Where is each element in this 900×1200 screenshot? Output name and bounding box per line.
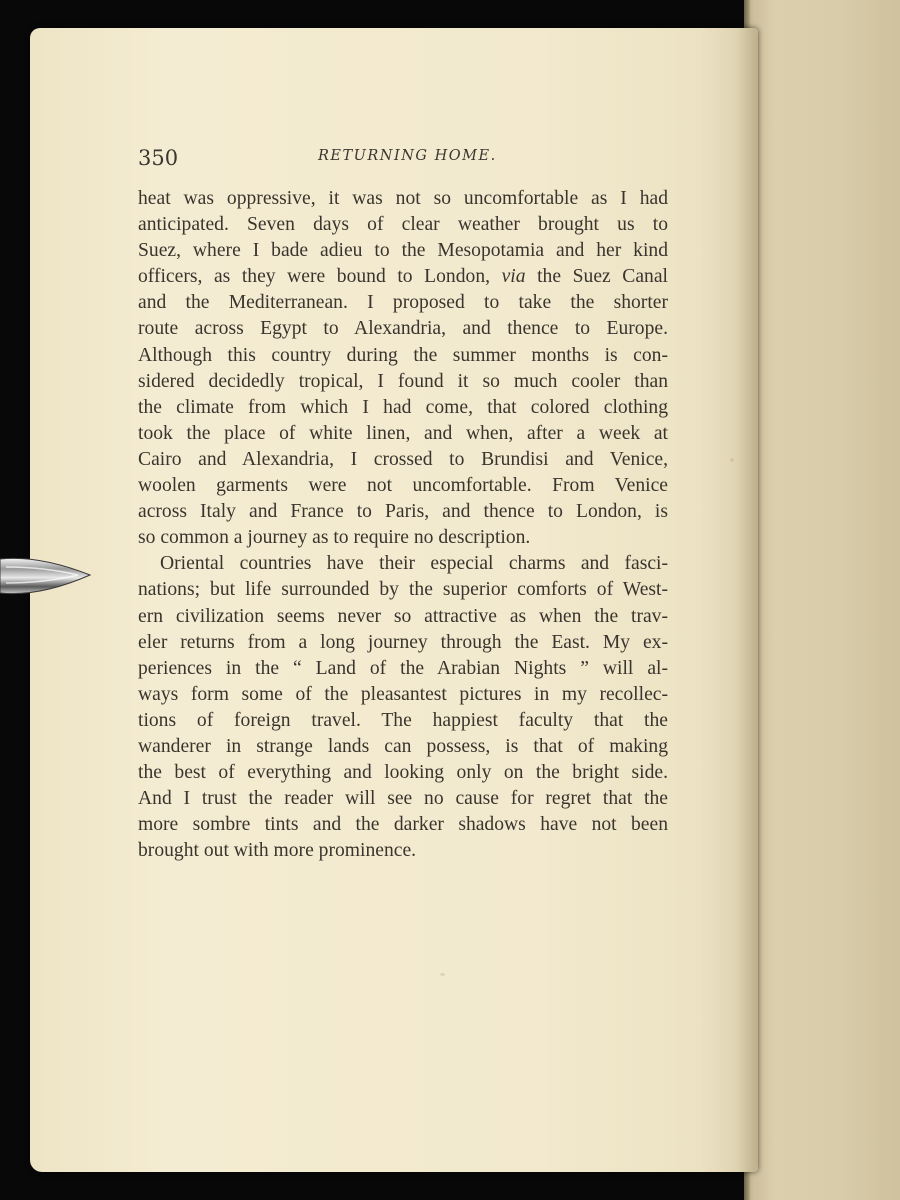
page-edge-shadow [736, 28, 758, 1172]
bookmark-shape [0, 553, 92, 601]
text-segment: officers, as they were bound to London, [138, 266, 491, 288]
text-line: the best of everything and looking only on the bright side. [138, 762, 668, 784]
text-line: so common a journey as to require no description. [138, 527, 531, 549]
text-line: the climate from which I had come, that colored clothing [138, 396, 668, 418]
text-line: woolen garments were not uncomfortable. From Venice [138, 475, 668, 497]
next-page [744, 0, 900, 1200]
text-line: and the Mediterranean. I proposed to take the shorter [138, 292, 668, 314]
metal-bookmark [0, 553, 92, 601]
running-head [138, 146, 668, 176]
text-line: more sombre tints and the darker shadows have not been [138, 814, 668, 836]
body-text [138, 186, 668, 864]
paper-speck [440, 973, 445, 976]
paragraph-1 [138, 186, 668, 551]
paper-speck [730, 458, 734, 462]
text-segment: the Suez Canal [537, 266, 668, 288]
text-line: sidered decidedly tropical, I found it so much cooler than [138, 370, 668, 392]
text-line: tions of foreign travel. The happiest faculty that the [138, 709, 668, 731]
text-line: eler returns from a long journey through the East. My ex- [138, 631, 668, 653]
text-line: heat was oppressive, it was not so uncomfortable as I had [138, 188, 668, 209]
text-line: wanderer in strange lands can possess, is that of making [138, 735, 668, 757]
text-line: Although this country during the summer months is con- [138, 344, 668, 366]
text-line: nations; but life surrounded by the superior comforts of West- [138, 579, 668, 601]
running-title: RETURNING HOME. [318, 148, 497, 164]
text-line: anticipated. Seven days of clear weather brought us to [138, 214, 668, 236]
text-line: Oriental countries have their especial charms and fasci- [160, 553, 668, 575]
italic-word: via [501, 266, 526, 288]
page-number: 350 [138, 146, 179, 170]
paragraph-2 [138, 551, 668, 864]
text-line: periences in the “ Land of the Arabian Nights ” will al- [138, 657, 668, 679]
text-line: And I trust the reader will see no cause for regret that the [138, 788, 668, 810]
text-line: ern civilization seems never so attractive as when the trav- [138, 605, 668, 627]
text-line: route across Egypt to Alexandria, and thence to Europe. [138, 318, 668, 340]
text-line: across Italy and France to Paris, and thence to London, is [138, 501, 668, 523]
text-line: took the place of white linen, and when, after a week at [138, 422, 668, 444]
text-line: brought out with more prominence. [138, 840, 417, 862]
text-line: Suez, where I bade adieu to the Mesopotamia and her kind [138, 240, 668, 262]
text-line: Cairo and Alexandria, I crossed to Brundisi and Venice, [138, 448, 668, 470]
text-line: ways form some of the pleasantest pictures in my recollec- [138, 683, 668, 705]
text-line-with-italic [138, 264, 668, 290]
